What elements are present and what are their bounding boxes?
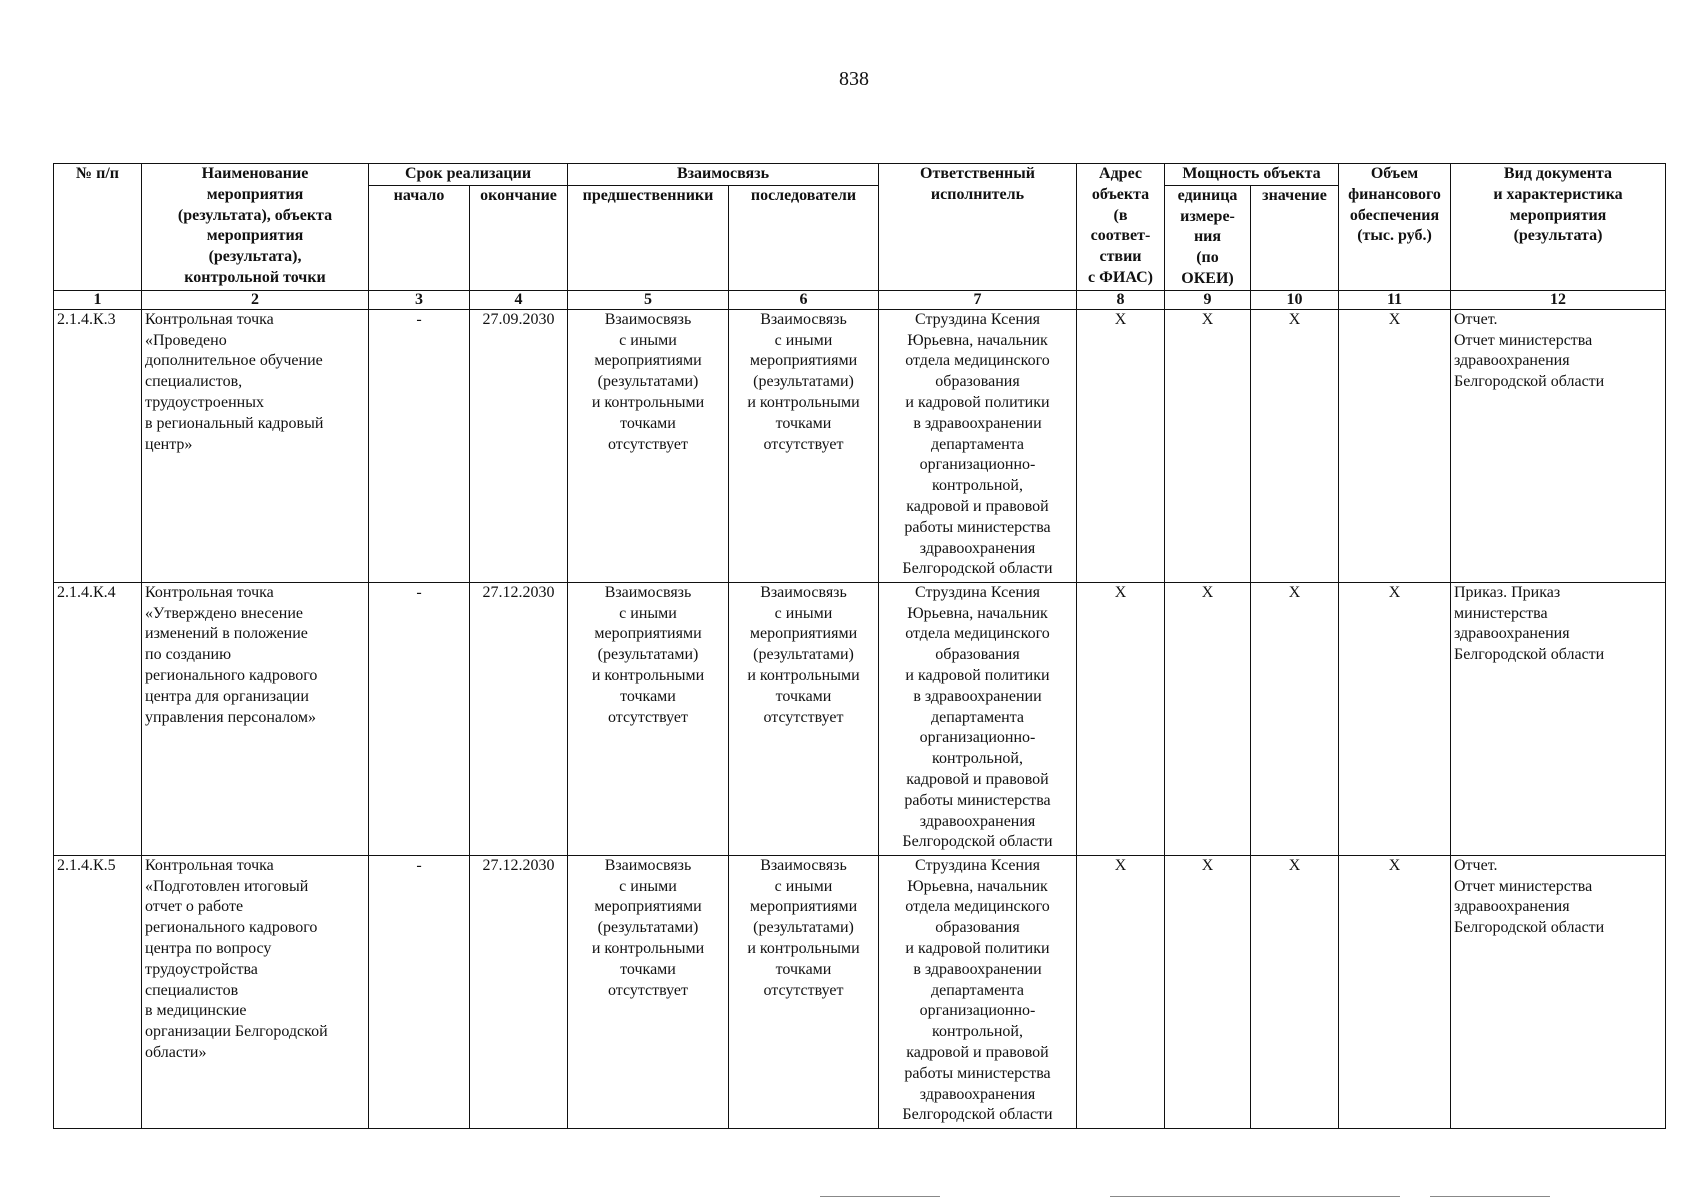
cell-successors: Взаимосвязь с иными мероприятиями (результатами) и контрольными точками отсутствует — [729, 855, 879, 1128]
cell-funding: X — [1339, 855, 1451, 1128]
header-unit: единица измере- ния (по ОКЕИ) — [1165, 185, 1251, 290]
cell-name: Контрольная точка «Подготовлен итоговый отчет о работе регионального кадрового центра по вопросу трудоустройства специалистов в медицинские организации Белгородской области» — [142, 855, 369, 1128]
column-number: 2 — [142, 290, 369, 309]
column-number: 4 — [470, 290, 568, 309]
cell-start: - — [369, 582, 470, 855]
cell-successors: Взаимосвязь с иными мероприятиями (результатами) и контрольными точками отсутствует — [729, 582, 879, 855]
cell-responsible: Струздина Ксения Юрьевна, начальник отдела медицинского образования и кадровой политики в здравоохранении департамента организационно- контрольной, кадровой и правовой работы министерства здравоохранения Белгородской области — [879, 855, 1077, 1128]
scan-artifact-line — [1110, 1196, 1400, 1197]
cell-address: X — [1077, 309, 1165, 582]
cell-value: X — [1251, 582, 1339, 855]
column-number: 9 — [1165, 290, 1251, 309]
cell-funding: X — [1339, 309, 1451, 582]
table-header — [54, 164, 1666, 310]
cell-name: Контрольная точка «Проведено дополнительное обучение специалистов, трудоустроенных в региональный кадровый центр» — [142, 309, 369, 582]
header-predecessors: предшественники — [568, 185, 729, 290]
cell-value: X — [1251, 309, 1339, 582]
scan-artifact-line — [1430, 1196, 1550, 1197]
header-term: Срок реализации — [369, 164, 568, 186]
header-funding: Объем финансового обеспечения (тыс. руб.) — [1339, 164, 1451, 291]
cell-predecessors: Взаимосвязь с иными мероприятиями (результатами) и контрольными точками отсутствует — [568, 309, 729, 582]
column-number: 11 — [1339, 290, 1451, 309]
header-successors: последователи — [729, 185, 879, 290]
cell-num: 2.1.4.К.5 — [54, 855, 142, 1128]
header-capacity: Мощность объекта — [1165, 164, 1339, 186]
column-number: 12 — [1451, 290, 1666, 309]
cell-start: - — [369, 855, 470, 1128]
cell-predecessors: Взаимосвязь с иными мероприятиями (результатами) и контрольными точками отсутствует — [568, 855, 729, 1128]
cell-funding: X — [1339, 582, 1451, 855]
plan-table — [53, 163, 1666, 1129]
column-number: 8 — [1077, 290, 1165, 309]
header-term-start: начало — [369, 185, 470, 290]
cell-doc: Отчет. Отчет министерства здравоохранения Белгородской области — [1451, 309, 1666, 582]
table-row — [54, 309, 1666, 582]
cell-responsible: Струздина Ксения Юрьевна, начальник отдела медицинского образования и кадровой политики в здравоохранении департамента организационно- контрольной, кадровой и правовой работы министерства здравоохранения Белгородской области — [879, 582, 1077, 855]
table-body — [54, 309, 1666, 1128]
header-relation: Взаимосвязь — [568, 164, 879, 186]
table-row — [54, 855, 1666, 1128]
column-number: 6 — [729, 290, 879, 309]
cell-num: 2.1.4.К.4 — [54, 582, 142, 855]
cell-end: 27.12.2030 — [470, 582, 568, 855]
cell-end: 27.12.2030 — [470, 855, 568, 1128]
cell-successors: Взаимосвязь с иными мероприятиями (результатами) и контрольными точками отсутствует — [729, 309, 879, 582]
header-num: № п/п — [54, 164, 142, 291]
header-name: Наименование мероприятия (результата), объекта мероприятия (результата), контрольной точки — [142, 164, 369, 291]
cell-unit: X — [1165, 309, 1251, 582]
page-number: 838 — [839, 68, 869, 90]
cell-address: X — [1077, 855, 1165, 1128]
column-number: 10 — [1251, 290, 1339, 309]
header-row-1 — [54, 164, 1666, 186]
cell-predecessors: Взаимосвязь с иными мероприятиями (результатами) и контрольными точками отсутствует — [568, 582, 729, 855]
cell-num: 2.1.4.К.3 — [54, 309, 142, 582]
column-number: 7 — [879, 290, 1077, 309]
column-number: 3 — [369, 290, 470, 309]
header-doc: Вид документа и характеристика мероприятия (результата) — [1451, 164, 1666, 291]
cell-responsible: Струздина Ксения Юрьевна, начальник отдела медицинского образования и кадровой политики в здравоохранении департамента организационно- контрольной, кадровой и правовой работы министерства здравоохранения Белгородской области — [879, 309, 1077, 582]
header-responsible: Ответственный исполнитель — [879, 164, 1077, 291]
column-number: 5 — [568, 290, 729, 309]
header-value: значение — [1251, 185, 1339, 290]
cell-unit: X — [1165, 582, 1251, 855]
cell-value: X — [1251, 855, 1339, 1128]
column-number: 1 — [54, 290, 142, 309]
cell-end: 27.09.2030 — [470, 309, 568, 582]
table-row — [54, 582, 1666, 855]
header-address: Адрес объекта (в соответ- ствии с ФИАС) — [1077, 164, 1165, 291]
cell-address: X — [1077, 582, 1165, 855]
header-term-end: окончание — [470, 185, 568, 290]
cell-doc: Приказ. Приказ министерства здравоохранения Белгородской области — [1451, 582, 1666, 855]
cell-name: Контрольная точка «Утверждено внесение изменений в положение по созданию регионального кадрового центра для организации управления персоналом» — [142, 582, 369, 855]
cell-doc: Отчет. Отчет министерства здравоохранения Белгородской области — [1451, 855, 1666, 1128]
scan-artifact-line — [820, 1196, 940, 1197]
column-number-row — [54, 290, 1666, 309]
cell-unit: X — [1165, 855, 1251, 1128]
cell-start: - — [369, 309, 470, 582]
